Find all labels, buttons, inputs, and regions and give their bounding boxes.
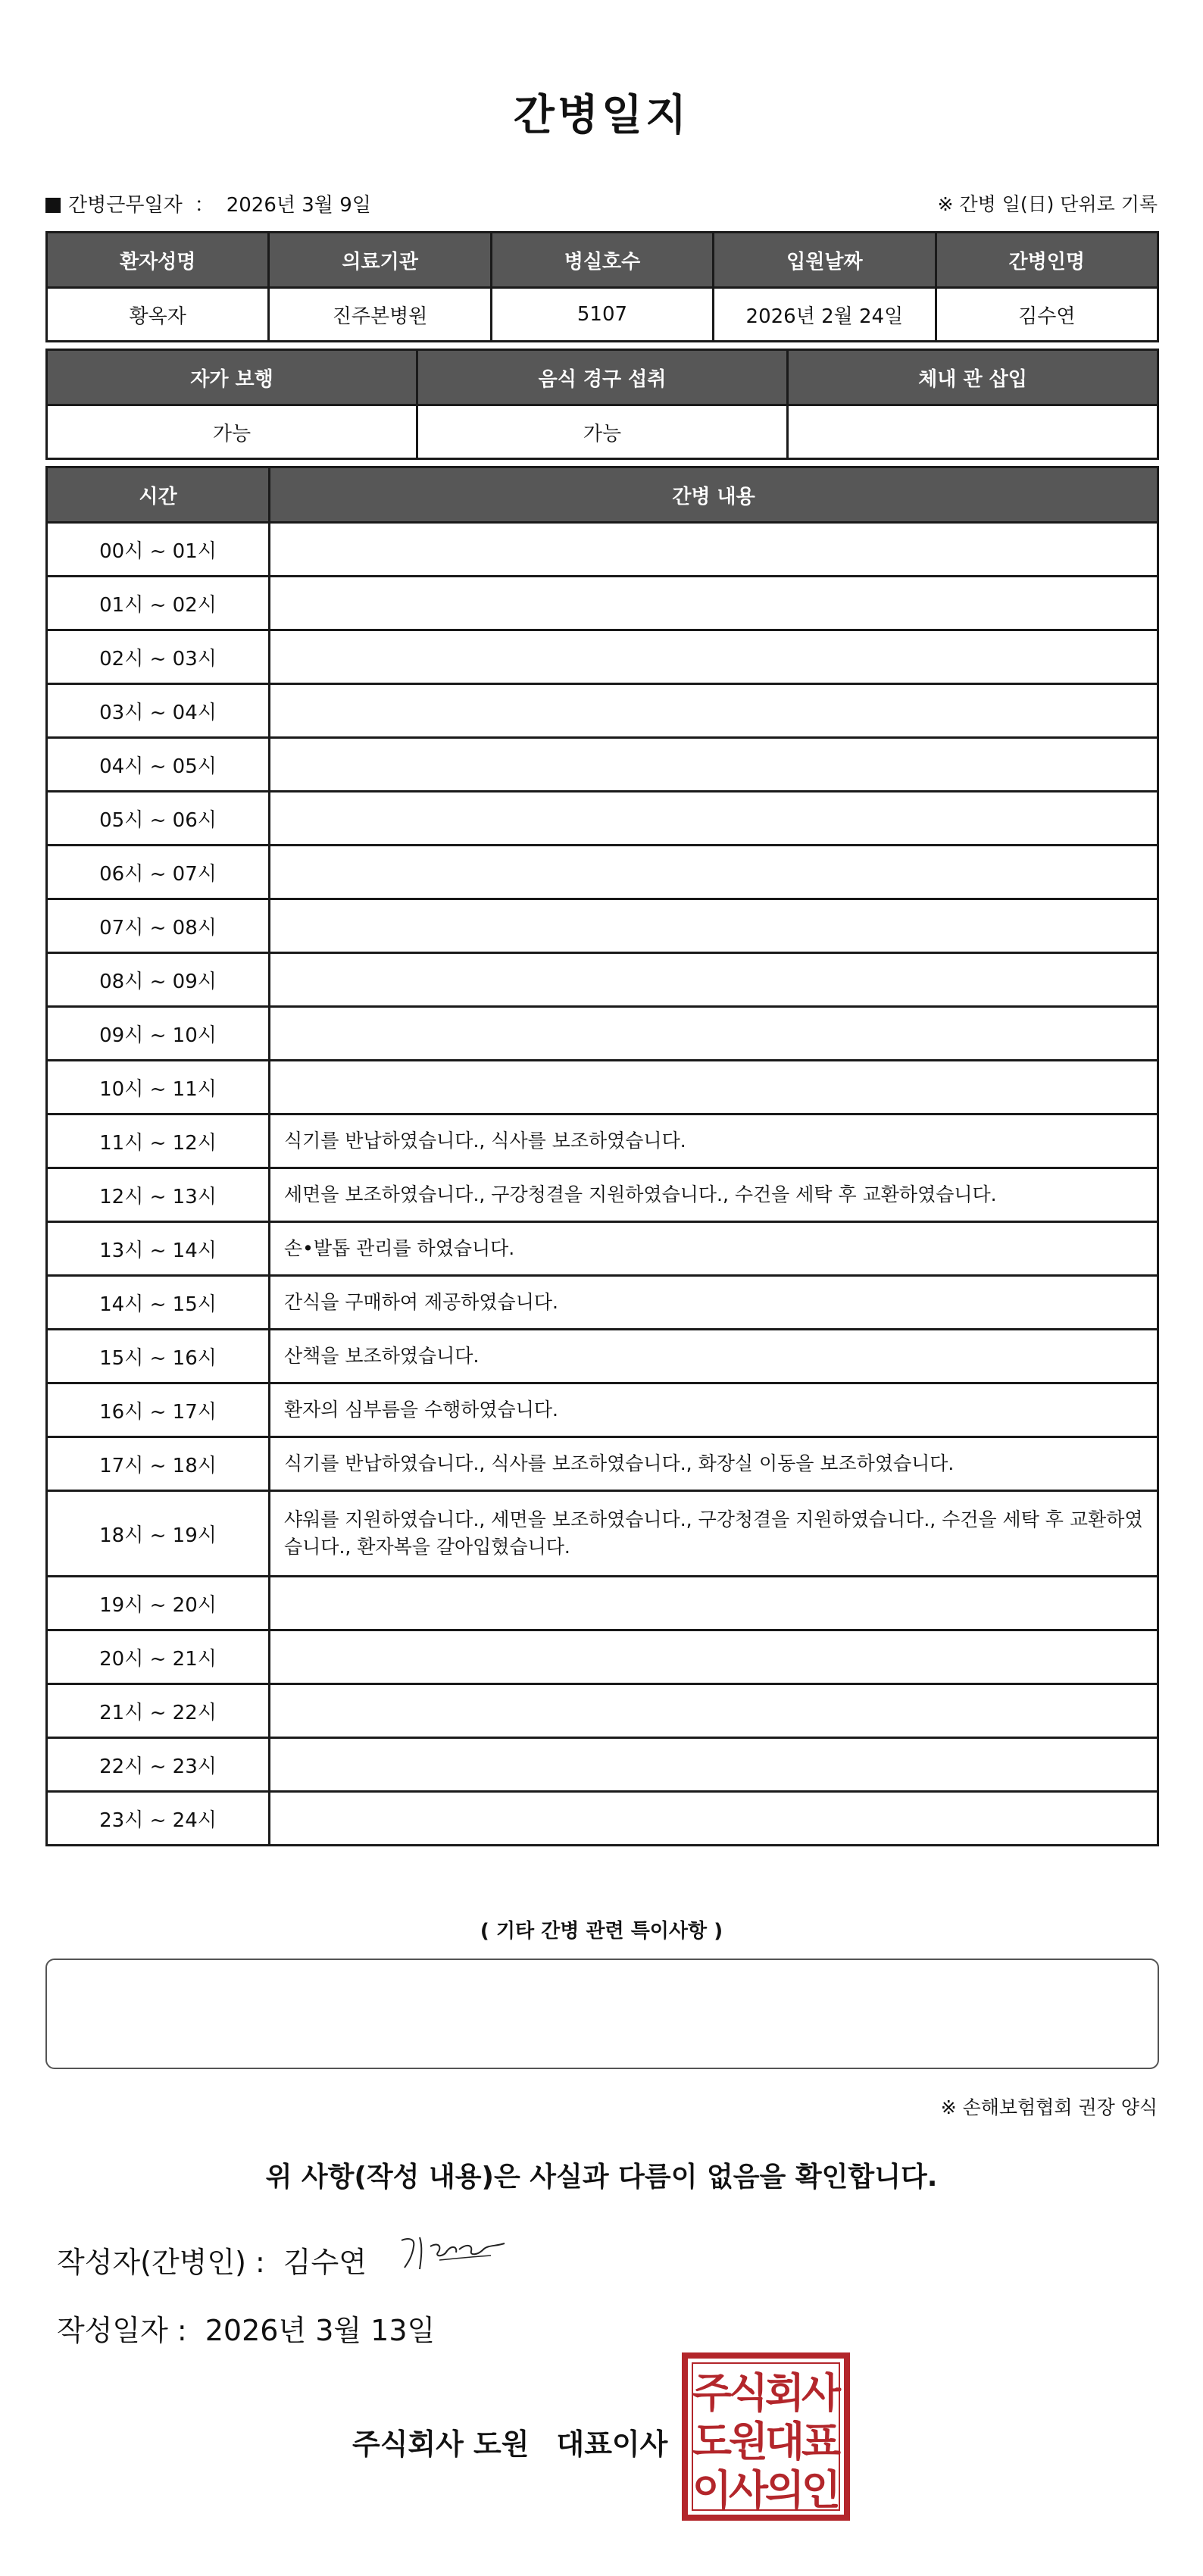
seal-character: 사 [728, 2466, 769, 2514]
header-oral-intake: 음식 경구 섭취 [417, 350, 788, 405]
seal-character: 인 [801, 2466, 842, 2514]
table-row [47, 1437, 1158, 1491]
time-slot: 20시 ~ 21시 [47, 1630, 270, 1684]
care-content: 식기를 반납하였습니다., 식사를 보조하였습니다., 화장실 이동을 보조하였습니다. [270, 1437, 1158, 1491]
seal-character: 사 [801, 2369, 842, 2417]
special-notes-box [45, 1959, 1159, 2069]
colon: ： [194, 194, 214, 217]
seal-character: 이 [692, 2466, 733, 2514]
writer-name: 김수연 [283, 2246, 367, 2279]
seal-character: 식 [728, 2369, 769, 2417]
time-slot: 16시 ~ 17시 [47, 1383, 270, 1437]
room-number: 5107 [491, 288, 713, 342]
care-content: 식기를 반납하였습니다., 식사를 보조하였습니다. [270, 1114, 1158, 1168]
care-content [270, 1061, 1158, 1114]
work-date-line [45, 189, 371, 217]
work-date-value: 2026년 3월 9일 [226, 194, 371, 217]
table-row [47, 523, 1158, 577]
care-content [270, 577, 1158, 630]
table-row [47, 1630, 1158, 1684]
care-content [270, 953, 1158, 1007]
time-slot: 04시 ~ 05시 [47, 738, 270, 792]
write-date-label: 작성일자 : [57, 2314, 187, 2347]
time-slot: 07시 ~ 08시 [47, 899, 270, 953]
time-slot: 18시 ~ 19시 [47, 1491, 270, 1577]
care-content [270, 684, 1158, 738]
time-slot: 14시 ~ 15시 [47, 1276, 270, 1330]
table-row [47, 1276, 1158, 1330]
care-content [270, 1792, 1158, 1846]
care-content [270, 1577, 1158, 1630]
table-row [47, 738, 1158, 792]
tube-value [788, 405, 1158, 459]
table-row [47, 1577, 1158, 1630]
time-slot: 06시 ~ 07시 [47, 846, 270, 899]
writer-label: 작성자(간병인) : [57, 2246, 265, 2279]
care-log-table [45, 466, 1159, 1846]
admission-date: 2026년 2월 24일 [714, 288, 936, 342]
time-slot: 01시 ~ 02시 [47, 577, 270, 630]
table-row [47, 846, 1158, 899]
table-row [47, 899, 1158, 953]
care-content [270, 846, 1158, 899]
seal-character: 표 [801, 2418, 842, 2465]
document-title: 간병일지 [513, 91, 690, 140]
care-content: 간식을 구매하여 제공하였습니다. [270, 1276, 1158, 1330]
table-row [47, 792, 1158, 846]
care-content: 산책을 보조하였습니다. [270, 1330, 1158, 1383]
table-row [47, 953, 1158, 1007]
table-row [47, 1738, 1158, 1792]
time-slot: 15시 ~ 16시 [47, 1330, 270, 1383]
time-slot: 23시 ~ 24시 [47, 1792, 270, 1846]
table-row [47, 1383, 1158, 1437]
time-slot: 05시 ~ 06시 [47, 792, 270, 846]
care-content [270, 1738, 1158, 1792]
header-caregiver: 간병인명 [936, 233, 1158, 288]
write-date-value: 2026년 3월 13일 [205, 2314, 436, 2347]
time-slot: 10시 ~ 11시 [47, 1061, 270, 1114]
time-slot: 09시 ~ 10시 [47, 1007, 270, 1061]
table-row [47, 577, 1158, 630]
header-time: 시간 [47, 467, 270, 523]
care-content [270, 523, 1158, 577]
table-row [47, 1330, 1158, 1383]
seal-character: 주 [692, 2369, 733, 2417]
table-row [47, 630, 1158, 684]
time-slot: 21시 ~ 22시 [47, 1684, 270, 1738]
care-content [270, 630, 1158, 684]
table-row [47, 1061, 1158, 1114]
care-content: 세면을 보조하였습니다., 구강청결을 지원하였습니다., 수건을 세탁 후 교환하였습니다. [270, 1168, 1158, 1222]
seal-character: 회 [764, 2369, 805, 2417]
write-date-line [57, 2307, 435, 2349]
time-slot: 17시 ~ 18시 [47, 1437, 270, 1491]
special-notes-label: ( 기타 간병 관련 특이사항 ) [480, 1920, 723, 1943]
care-content [270, 899, 1158, 953]
care-content [270, 1684, 1158, 1738]
care-content: 환자의 심부름을 수행하였습니다. [270, 1383, 1158, 1437]
table-row [47, 1168, 1158, 1222]
company-seal-stamp [682, 2352, 850, 2521]
walking-value: 가능 [47, 405, 417, 459]
header-room: 병실호수 [491, 233, 713, 288]
work-date-label: 간병근무일자 [68, 194, 183, 217]
confirm-statement: 위 사항(작성 내용)은 사실과 다름이 없음을 확인합니다. [265, 2162, 938, 2193]
header-patient-name: 환자성명 [47, 233, 269, 288]
time-slot: 22시 ~ 23시 [47, 1738, 270, 1792]
care-content [270, 792, 1158, 846]
ability-table [45, 349, 1159, 460]
care-content: 손•발톱 관리를 하였습니다. [270, 1222, 1158, 1276]
table-row [47, 1222, 1158, 1276]
header-institution: 의료기관 [269, 233, 491, 288]
patient-name: 황옥자 [47, 288, 269, 342]
seal-character: 원 [728, 2418, 769, 2465]
care-content [270, 1007, 1158, 1061]
time-slot: 02시 ~ 03시 [47, 630, 270, 684]
table-row [47, 1792, 1158, 1846]
table-row [47, 684, 1158, 738]
time-slot: 11시 ~ 12시 [47, 1114, 270, 1168]
table-row [47, 1007, 1158, 1061]
company-line [352, 2421, 667, 2462]
seal-character: 의 [764, 2466, 805, 2514]
time-slot: 03시 ~ 04시 [47, 684, 270, 738]
seal-character: 도 [692, 2418, 733, 2465]
caregiver-name: 김수연 [936, 288, 1158, 342]
care-content [270, 1630, 1158, 1684]
writer-line [57, 2239, 367, 2281]
patient-info-table [45, 231, 1159, 342]
unit-note: ※ 간병 일(日) 단위로 기록 [937, 193, 1158, 215]
handwritten-signature [394, 2224, 515, 2277]
institution: 진주본병원 [269, 288, 491, 342]
ceo-label: 대표이사 [556, 2428, 668, 2461]
company-name: 주식회사 도원 [352, 2428, 530, 2461]
time-slot: 12시 ~ 13시 [47, 1168, 270, 1222]
table-row [47, 1491, 1158, 1577]
square-bullet-icon [45, 198, 61, 213]
header-admission-date: 입원날짜 [714, 233, 936, 288]
care-content [270, 738, 1158, 792]
header-tube: 체내 관 삽입 [788, 350, 1158, 405]
table-row [47, 1114, 1158, 1168]
recommend-note: ※ 손해보험협회 권장 양식 [940, 2096, 1158, 2118]
header-care-content: 간병 내용 [270, 467, 1158, 523]
seal-character: 대 [764, 2418, 805, 2465]
care-content: 샤워를 지원하였습니다., 세면을 보조하였습니다., 구강청결을 지원하였습니다., 수건을 세탁 후 교환하였습니다., 환자복을 갈아입혔습니다. [270, 1491, 1158, 1577]
oral-intake-value: 가능 [417, 405, 788, 459]
time-slot: 13시 ~ 14시 [47, 1222, 270, 1276]
header-walking: 자가 보행 [47, 350, 417, 405]
time-slot: 19시 ~ 20시 [47, 1577, 270, 1630]
table-row [47, 1684, 1158, 1738]
time-slot: 08시 ~ 09시 [47, 953, 270, 1007]
time-slot: 00시 ~ 01시 [47, 523, 270, 577]
